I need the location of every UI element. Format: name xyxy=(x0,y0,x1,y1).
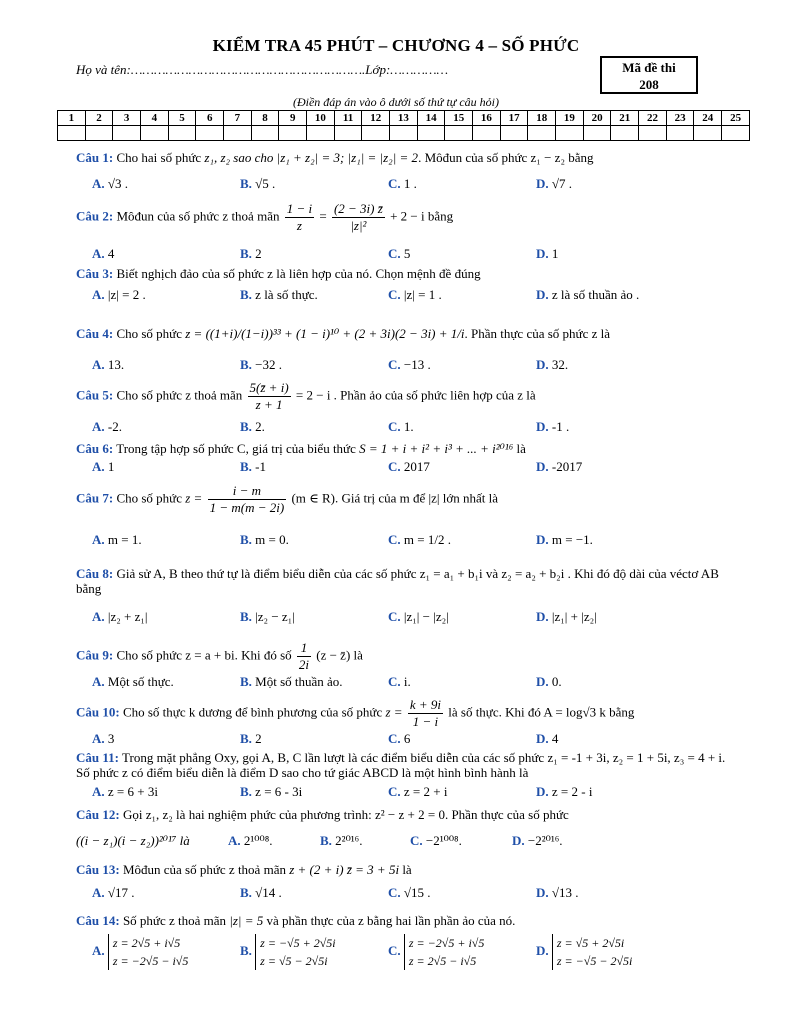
answer-cell[interactable] xyxy=(113,126,141,141)
question-text: (z − z̄) là xyxy=(316,647,363,663)
question-3 xyxy=(76,266,481,282)
question-math: z₁, z₂ sao cho |z₁ + z₂| = 3; |z₁| = |z₂| = 2 xyxy=(204,150,419,165)
q4-option-b: B. −32 . xyxy=(240,357,283,372)
q1-option-b: B. √5 . xyxy=(240,176,276,191)
question-text: . Môđun của số phức z₁ − z₂ bằng xyxy=(418,150,594,165)
q14-option-d: D. z = √5 + 2√5i z = −√5 − 2√5i xyxy=(536,936,633,968)
question-text: = 2 − i . Phần ảo của số phức liên hợp của z là xyxy=(295,387,536,403)
answer-cell[interactable] xyxy=(168,126,196,141)
answer-grid-number: 19 xyxy=(556,111,584,126)
question-2: Câu 2: Môđun của số phức z thoả mãn $\frac{1 - i}{z}$ = $\frac{(2 - 3i) z̄}{\text{|z|²}}$ + 2 − i bằng xyxy=(76,201,454,233)
q7-option-d: D. m = −1. xyxy=(536,532,593,547)
answer-grid-answer-row xyxy=(58,126,750,141)
answer-cell[interactable] xyxy=(196,126,224,141)
question-text: Cho số phức z = a + bi. Khi đó số xyxy=(116,647,292,663)
answer-cell[interactable] xyxy=(141,126,169,141)
answer-grid-number: 17 xyxy=(500,111,528,126)
question-14 xyxy=(76,913,515,929)
q1-option-c: C. 1 . xyxy=(388,176,417,191)
q3-option-c: C. |z| = 1 . xyxy=(388,287,442,302)
answer-cell[interactable] xyxy=(279,126,307,141)
question-label: Câu 6: xyxy=(76,441,114,456)
question-text: + 2 − i bằng xyxy=(390,208,454,224)
q8-option-a: A. |z₂ + z₁| xyxy=(92,609,148,624)
answer-cell[interactable] xyxy=(528,126,556,141)
q9-option-c: C. i. xyxy=(388,674,411,689)
q13-option-a: A. √17 . xyxy=(92,885,135,900)
question-6 xyxy=(76,441,526,457)
q8-option-c: C. |z₁| − |z₂| xyxy=(388,609,449,624)
answer-grid-number: 14 xyxy=(417,111,445,126)
answer-cell[interactable] xyxy=(390,126,418,141)
fraction: $\frac{i - m}{1 - m(m - 2i)}$ xyxy=(209,483,285,515)
question-12-line2 xyxy=(76,833,190,849)
question-12 xyxy=(76,807,569,823)
question-5 xyxy=(76,380,536,413)
exam-title: KIỂM TRA 45 PHÚT – CHƯƠNG 4 – SỐ PHỨC xyxy=(212,36,580,55)
fraction: $\frac{(2 - 3i) z̄}{\text{|z|²}}$ xyxy=(333,201,383,233)
q12-option-c: C. −2¹⁰⁰⁸. xyxy=(410,833,462,848)
question-text: Trong tập hợp số phức C, giá trị của biểu thức xyxy=(116,441,356,456)
question-math: |z| = 5 xyxy=(229,913,264,928)
answer-cell[interactable] xyxy=(722,126,750,141)
answer-grid-header-row xyxy=(58,111,750,126)
question-text: là xyxy=(516,441,526,456)
q5-option-a: A. -2. xyxy=(92,419,122,434)
fraction: $\frac{1 - i}{z}$ xyxy=(286,201,313,233)
answer-grid-number: 12 xyxy=(362,111,390,126)
q6-option-c: C. 2017 xyxy=(388,459,430,474)
question-text: và phần thực của z bằng hai lần phần ảo của nó. xyxy=(266,913,516,928)
fraction: $\frac{k + 9i}{1 - i}$ xyxy=(409,697,441,729)
question-label: Câu 4: xyxy=(76,326,114,341)
answer-cell[interactable] xyxy=(334,126,362,141)
question-text: là số thực. Khi đó A = log√3 k bằng xyxy=(448,704,635,720)
q12-option-b: B. 2²⁰¹⁶. xyxy=(320,833,363,848)
question-label: Câu 12: xyxy=(76,807,120,822)
answer-cell[interactable] xyxy=(473,126,501,141)
answer-grid-number: 21 xyxy=(611,111,639,126)
exam-code: 208 xyxy=(639,77,659,92)
answer-cell[interactable] xyxy=(611,126,639,141)
answer-cell[interactable] xyxy=(307,126,335,141)
q14-option-b: B. z = −√5 + 2√5i z = √5 − 2√5i xyxy=(240,936,336,968)
question-7: Câu 7: Cho số phức z = $\frac{i - m}{1 - m(m - 2i)}$ (m ∈ R). Giá trị của m để |z| lớn nhất là xyxy=(76,483,498,515)
exam-code-box xyxy=(600,56,698,94)
answer-cell[interactable] xyxy=(639,126,667,141)
q2-option-d: D. 1 xyxy=(536,246,559,261)
answer-cell[interactable] xyxy=(85,126,113,141)
q4-option-d: D. 32. xyxy=(536,357,569,372)
q2-option-a: A. 4 xyxy=(92,246,115,261)
q7-option-b: B. m = 0. xyxy=(240,532,289,547)
question-math: ((i − z₁)(i − z₂))²⁰¹⁷ là xyxy=(76,833,190,848)
question-label: Câu 14: xyxy=(76,913,120,928)
question-text: Cho hai số phức xyxy=(116,150,202,165)
answer-grid-number: 8 xyxy=(251,111,279,126)
answer-cell[interactable] xyxy=(224,126,252,141)
answer-cell[interactable] xyxy=(251,126,279,141)
answer-cell[interactable] xyxy=(500,126,528,141)
answer-grid-number: 2 xyxy=(85,111,113,126)
answer-grid-number: 1 xyxy=(58,111,86,126)
q13-option-c: C. √15 . xyxy=(388,885,431,900)
question-text: Cho số phức xyxy=(116,490,182,506)
q3-option-a: A. |z| = 2 . xyxy=(92,287,146,302)
q13-option-b: B. √14 . xyxy=(240,885,282,900)
question-text: Gọi z₁, z₂ là hai nghiệm phức của phương trình: z² − z + 2 = 0. Phần thực của số phức xyxy=(122,807,569,822)
answer-grid-number: 5 xyxy=(168,111,196,126)
q5-option-d: D. -1 . xyxy=(536,419,570,434)
q7-option-c: C. m = 1/2 . xyxy=(388,532,451,547)
answer-grid-number: 13 xyxy=(390,111,418,126)
q12-option-d: D. −2²⁰¹⁶. xyxy=(512,833,563,848)
q8-option-d: D. |z₁| + |z₂| xyxy=(536,609,597,624)
q12-option-a: A. 2¹⁰⁰⁸. xyxy=(228,833,273,848)
q11-option-d: D. z = 2 - i xyxy=(536,784,593,799)
q14-option-a: A. z = 2√5 + i√5 z = −2√5 − i√5 xyxy=(92,936,189,968)
question-text: Biết nghịch đảo của số phức z là liên hợp của nó. Chọn mệnh đề đúng xyxy=(116,266,481,281)
q10-option-d: D. 4 xyxy=(536,731,559,746)
question-text: Số phức z thoả mãn xyxy=(122,913,227,928)
answer-cell[interactable] xyxy=(694,126,722,141)
answer-grid-number: 25 xyxy=(722,111,750,126)
q13-option-d: D. √13 . xyxy=(536,885,579,900)
question-label: Câu 1: xyxy=(76,150,114,165)
answer-grid-number: 11 xyxy=(334,111,362,126)
q8-option-b: B. |z₂ − z₁| xyxy=(240,609,295,624)
q3-option-b: B. z là số thực. xyxy=(240,287,318,302)
answer-grid-number: 24 xyxy=(694,111,722,126)
q3-option-d: D. z là số thuần ảo . xyxy=(536,287,640,302)
question-9 xyxy=(76,640,363,673)
question-label: Câu 9: xyxy=(76,647,114,663)
q7-option-a: A. m = 1. xyxy=(92,532,142,547)
q6-option-d: D. -2017 xyxy=(536,459,583,474)
answer-grid-number: 7 xyxy=(224,111,252,126)
answer-cell[interactable] xyxy=(58,126,86,141)
q9-option-d: D. 0. xyxy=(536,674,562,689)
q1-option-a: A. √3 . xyxy=(92,176,129,191)
answer-cell[interactable] xyxy=(666,126,694,141)
question-text: Môđun của số phức z thoả mãn xyxy=(122,862,286,877)
exam-code-label: Mã đề thi xyxy=(622,60,676,75)
question-13 xyxy=(76,862,412,878)
answer-grid-number: 18 xyxy=(528,111,556,126)
question-label: Câu 5: xyxy=(76,387,114,403)
student-name-line: Họ và tên:…………………………………………………….Lớp:…………… xyxy=(76,62,449,77)
fraction: $\frac{5(z̄ + i)}{z + 1}$ xyxy=(249,380,289,412)
q5-option-c: C. 1. xyxy=(388,419,414,434)
q11-option-a: A. z = 6 + 3i xyxy=(92,784,158,799)
question-text: Cho số thực k dương để bình phương của số phức xyxy=(122,704,383,720)
q10-option-a: A. 3 xyxy=(92,731,115,746)
answer-cell[interactable] xyxy=(362,126,390,141)
answer-grid xyxy=(57,110,750,141)
question-label: Câu 13: xyxy=(76,862,120,877)
answer-grid-number: 22 xyxy=(639,111,667,126)
q10-option-c: C. 6 xyxy=(388,731,411,746)
q4-option-c: C. −13 . xyxy=(388,357,431,372)
q9-option-b: B. Một số thuần ảo. xyxy=(240,674,343,689)
q1-option-d: D. √7 . xyxy=(536,176,573,191)
question-1 xyxy=(76,150,594,166)
q2-option-c: C. 5 xyxy=(388,246,411,261)
answer-cell[interactable] xyxy=(583,126,611,141)
q5-option-b: B. 2. xyxy=(240,419,265,434)
question-math: S = 1 + i + i² + i³ + ... + i²⁰¹⁶ xyxy=(359,441,514,456)
question-label: Câu 3: xyxy=(76,266,114,281)
question-text: Trong mặt phẳng Oxy, gọi A, B, C lần lượt là các điểm biểu diễn của các số phức z₁ = -1 + 3i, z₂ = 1 + 5i, z₃ = 4 + i. Số phức z có điểm biểu diễn là điểm D sao cho tứ giác ABCD là một hình bình hành là xyxy=(76,750,726,780)
q9-option-a: A. Một số thực. xyxy=(92,674,174,689)
answer-grid-number: 23 xyxy=(666,111,694,126)
q2-option-b: B. 2 xyxy=(240,246,262,261)
question-text: Cho số phức z thoả mãn xyxy=(116,387,243,403)
q4-option-a: A. 13. xyxy=(92,357,125,372)
answer-grid-note: (Điền đáp án vào ô dưới số thứ tự câu hỏi) xyxy=(292,95,499,109)
question-math: z + (2 + i) z̄ = 3 + 5i xyxy=(289,862,400,877)
q11-option-b: B. z = 6 - 3i xyxy=(240,784,303,799)
q6-option-a: A. 1 xyxy=(92,459,115,474)
q10-option-b: B. 2 xyxy=(240,731,262,746)
answer-grid-number: 3 xyxy=(113,111,141,126)
answer-cell[interactable] xyxy=(417,126,445,141)
question-label: Câu 8: xyxy=(76,566,114,581)
question-10: Câu 10: Cho số thực k dương để bình phương của số phức z = $\frac{k + 9i}{1 - i}$ là số thực. Khi đó A = log√3 k bằng xyxy=(76,697,635,729)
answer-grid-number: 6 xyxy=(196,111,224,126)
answer-grid-number: 15 xyxy=(445,111,473,126)
question-text: Cho số phức xyxy=(116,326,182,341)
question-text: là xyxy=(402,862,412,877)
q14-option-c: C. z = −2√5 + i√5 z = 2√5 − i√5 xyxy=(388,936,485,968)
answer-grid-number: 20 xyxy=(583,111,611,126)
answer-cell[interactable] xyxy=(445,126,473,141)
question-text: Giả sử A, B theo thứ tự là điểm biểu diễn của các số phức z₁ = a₁ + b₁i và z₂ = a₂ + b₂i . Khi đó độ dài của véctơ AB bằng xyxy=(76,566,719,596)
q11-option-c: C. z = 2 + i xyxy=(388,784,448,799)
question-math: z = ((1+i)/(1−i))³³ + (1 − i)¹⁰ + (2 + 3i)(2 − 3i) + 1/i xyxy=(185,326,465,341)
question-text: Môđun của số phức z thoả mãn xyxy=(116,208,280,224)
answer-grid-number: 10 xyxy=(307,111,335,126)
question-text: . Phần thực của số phức z là xyxy=(464,326,611,341)
q6-option-b: B. -1 xyxy=(240,459,267,474)
answer-grid-number: 9 xyxy=(279,111,307,126)
question-label: Câu 11: xyxy=(76,750,119,765)
question-8 xyxy=(76,566,726,596)
question-11 xyxy=(76,750,726,780)
answer-grid-number: 4 xyxy=(141,111,169,126)
question-4 xyxy=(76,326,610,342)
question-label: Câu 7: xyxy=(76,490,114,506)
answer-cell[interactable] xyxy=(556,126,584,141)
question-text: (m ∈ R). Giá trị của m để |z| lớn nhất là xyxy=(291,490,498,506)
question-label: Câu 10: xyxy=(76,704,120,720)
answer-grid-number: 16 xyxy=(473,111,501,126)
question-label: Câu 2: xyxy=(76,208,114,224)
fraction: $\frac{1}{2i}$ xyxy=(298,640,309,672)
